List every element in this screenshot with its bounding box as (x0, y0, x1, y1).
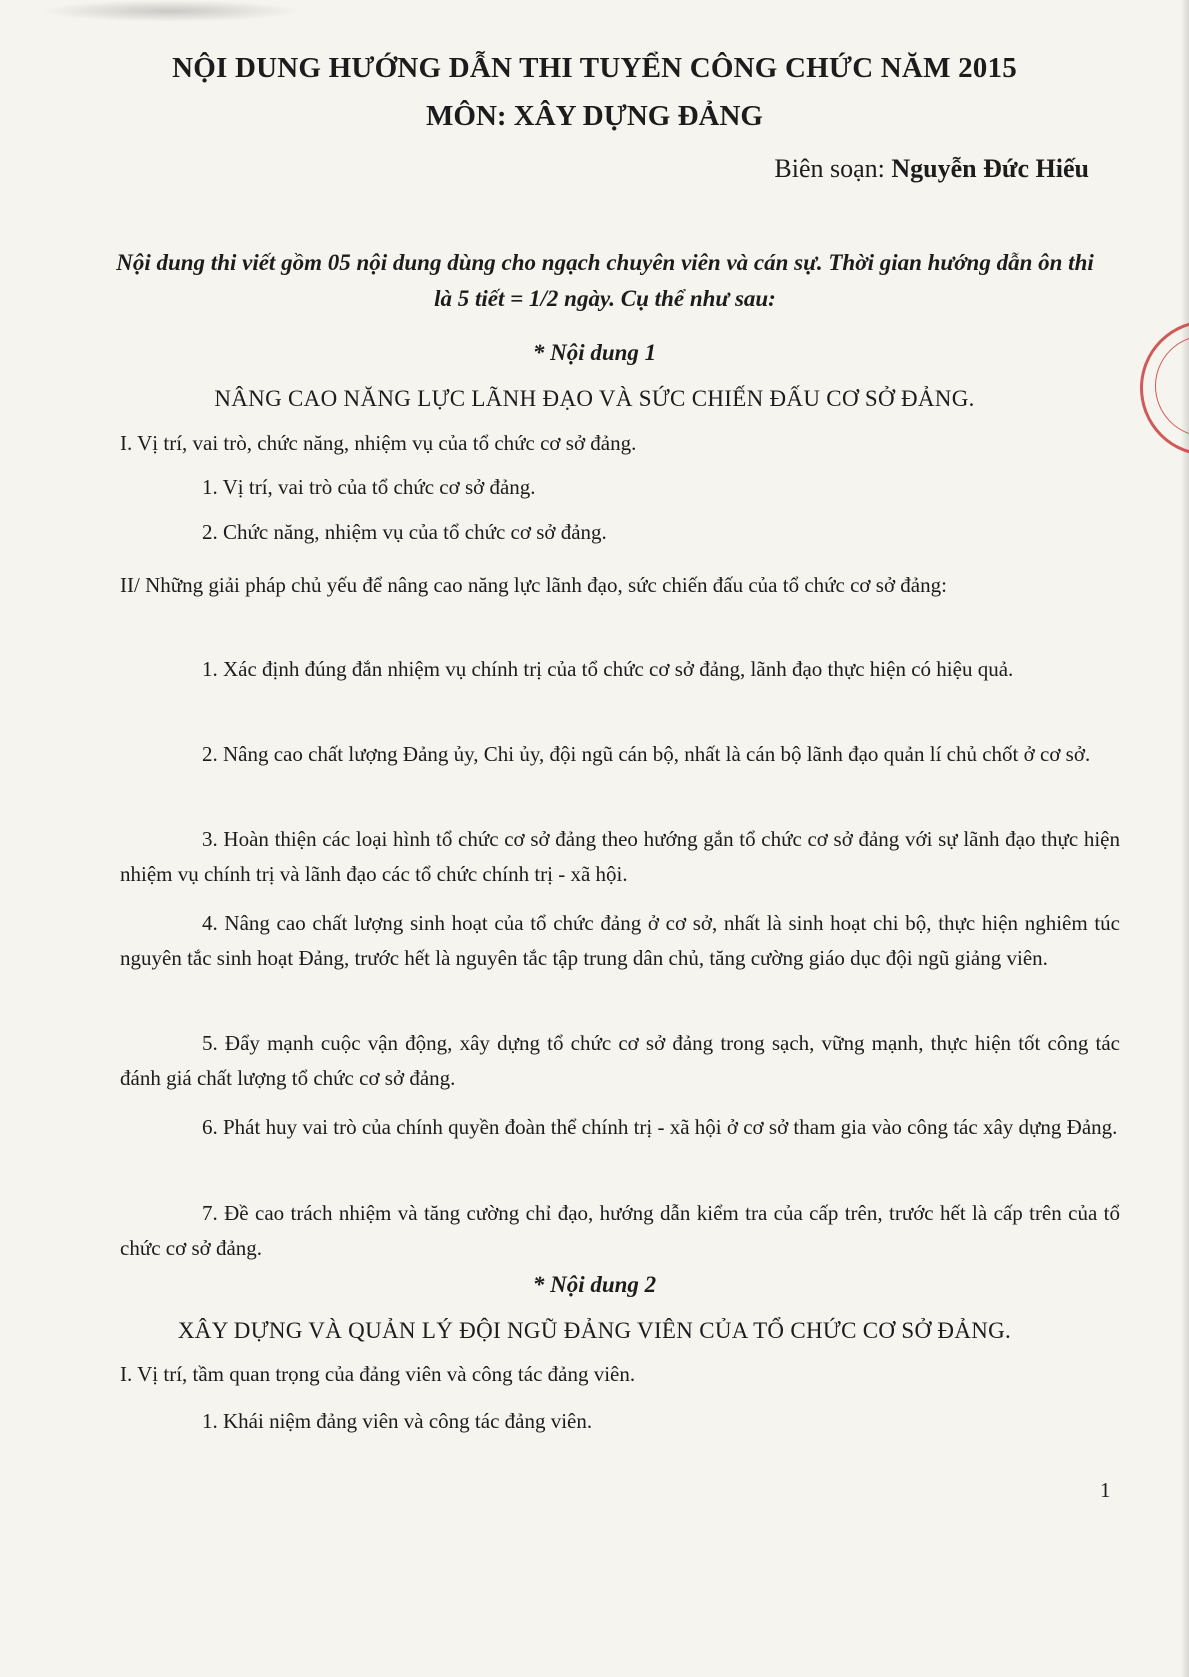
section1-part2-item5: 5. Đẩy mạnh cuộc vận động, xây dựng tổ chức cơ sở đảng trong sạch, vững mạnh, thực hiện tốt công tác đánh giá chất lượng tổ chức cơ sở đảng. (120, 1031, 1120, 1090)
section1-part1-item2: 2. Chức năng, nhiệm vụ của tổ chức cơ sở đảng. (202, 520, 607, 544)
section2-heading: * Nội dung 2 (532, 1272, 657, 1297)
section1-part2-item2: 2. Nâng cao chất lượng Đảng ủy, Chi ủy, đội ngũ cán bộ, nhất là cán bộ lãnh đạo quản lí chủ chốt ở cơ sở. (202, 742, 1091, 766)
section1-part2-item7: 7. Đề cao trách nhiệm và tăng cường chỉ đạo, hướng dẫn kiểm tra của cấp trên, trước hết là cấp trên của tổ chức cơ sở đảng. (120, 1201, 1120, 1260)
section1-part2: II/ Những giải pháp chủ yếu để nâng cao năng lực lãnh đạo, sức chiến đấu của tổ chức cơ sở đảng: (120, 573, 947, 597)
scan-smudge (40, 0, 300, 22)
author-name: Nguyễn Đức Hiếu (891, 154, 1089, 183)
section1-part2-item3: 3. Hoàn thiện các loại hình tổ chức cơ sở đảng theo hướng gắn tổ chức cơ sở đảng với sự lãnh đạo thực hiện nhiệm vụ chính trị và lãnh đạo các tổ chức chính trị - xã hội. (120, 827, 1120, 886)
author-label: Biên soạn: (774, 154, 885, 183)
page-edge-shadow (1181, 0, 1189, 1677)
section1-heading: * Nội dung 1 (532, 340, 657, 365)
section2-part1-item1: 1. Khái niệm đảng viên và công tác đảng viên. (202, 1409, 593, 1433)
section1-part1-item1: 1. Vị trí, vai trò của tổ chức cơ sở đảng. (202, 475, 536, 499)
section1-part2-item1: 1. Xác định đúng đắn nhiệm vụ chính trị của tổ chức cơ sở đảng, lãnh đạo thực hiện có hiệu quả. (202, 657, 1014, 681)
page-number: 1 (1100, 1478, 1111, 1502)
section1-part2-item6: 6. Phát huy vai trò của chính quyền đoàn thể chính trị - xã hội ở cơ sở tham gia vào công tác xây dựng Đảng. (202, 1115, 1118, 1139)
red-seal-inner-ring (1155, 335, 1189, 437)
section1-part1: I. Vị trí, vai trò, chức năng, nhiệm vụ của tổ chức cơ sở đảng. (120, 431, 637, 455)
section1-title: NÂNG CAO NĂNG LỰC LÃNH ĐẠO VÀ SỨC CHIẾN ĐẤU CƠ SỞ ĐẢNG. (214, 386, 975, 411)
doc-title-line1: NỘI DUNG HƯỚNG DẪN THI TUYỂN CÔNG CHỨC NĂM 2015 (172, 52, 1017, 84)
section1-part2-item4: 4. Nâng cao chất lượng sinh hoạt của tổ chức đảng ở cơ sở, nhất là sinh hoạt chi bộ, thực hiện nghiêm túc nguyên tắc sinh hoạt Đảng, trước hết là nguyên tắc tập trung dân chủ, tăng cường giáo dục đội ngũ giảng viên. (120, 911, 1120, 970)
section2-part1: I. Vị trí, tầm quan trọng của đảng viên và công tác đảng viên. (120, 1362, 636, 1386)
doc-title-line2: MÔN: XÂY DỰNG ĐẢNG (426, 100, 763, 132)
intro-paragraph: Nội dung thi viết gồm 05 nội dung dùng cho ngạch chuyên viên và cán sự. Thời gian hướng dẫn ôn thi là 5 tiết = 1/2 ngày. Cụ thể như sau: (116, 250, 1094, 311)
author-line (774, 154, 1089, 184)
section2-title: XÂY DỰNG VÀ QUẢN LÝ ĐỘI NGŨ ĐẢNG VIÊN CỦA TỔ CHỨC CƠ SỞ ĐẢNG. (177, 1318, 1012, 1343)
